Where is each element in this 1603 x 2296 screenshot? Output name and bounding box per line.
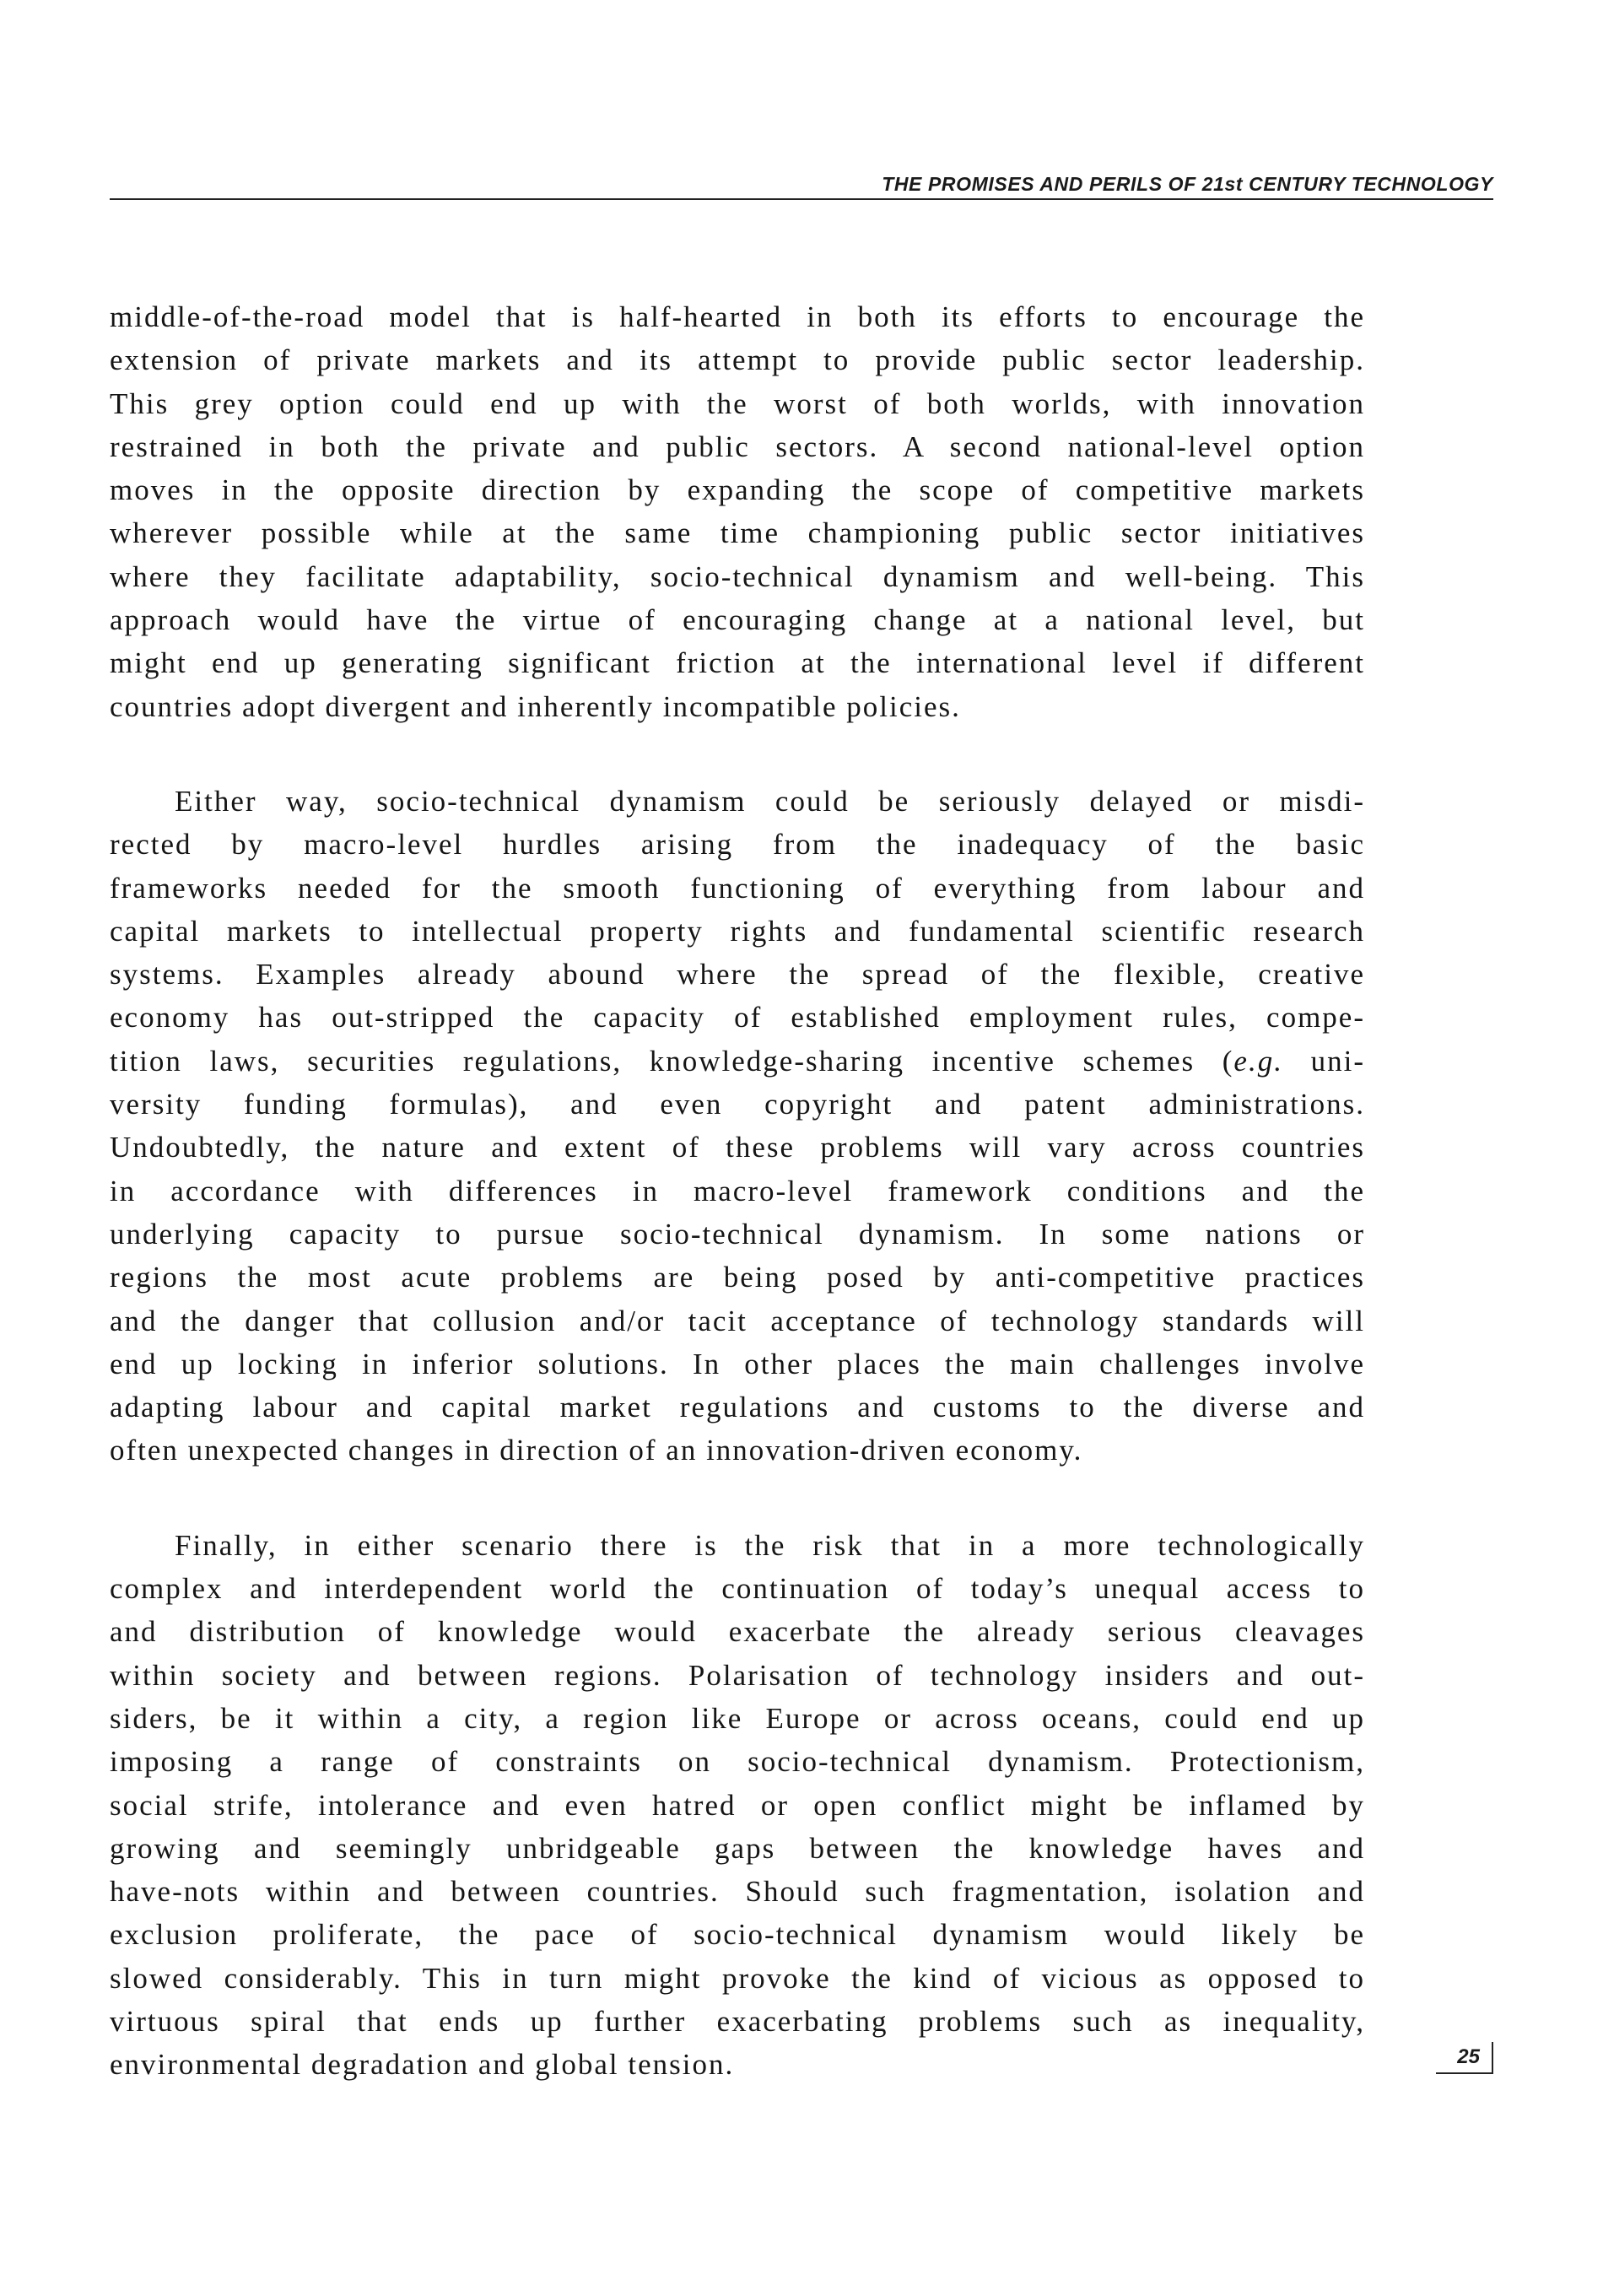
text-line: rected by macro-level hurdles arising from the inadequacy of the basic — [110, 828, 1365, 862]
text-line: regions the most acute problems are being posed by anti-competitive practices — [110, 1261, 1365, 1294]
text-line: adapting labour and capital market regulations and customs to the diverse and — [110, 1391, 1365, 1424]
text-line: restrained in both the private and public sectors. A second national-level option — [110, 429, 1365, 463]
text-line: wherever possible while at the same time championing public sector initiatives — [110, 516, 1365, 550]
text-line: versity funding formulas), and even copyright and patent administrations. — [110, 1088, 1365, 1121]
text-line: virtuous spiral that ends up further exacerbating problems such as inequality, — [110, 2004, 1365, 2038]
text-line: capital markets to intellectual property rights and fundamental scientific research — [110, 914, 1365, 948]
text-line: where they facilitate adaptability, socio-technical dynamism and well-being. This — [110, 559, 1365, 593]
text-line: environmental degradation and global tension. — [110, 2048, 735, 2082]
text-segment: uni- — [1282, 1044, 1365, 1078]
text-line: approach would have the virtue of encouraging change at a national level, but — [110, 603, 1365, 637]
text-line: Either way, socio-technical dynamism could be seriously delayed or misdi- — [175, 784, 1365, 818]
text-line: social strife, intolerance and even hatred or open conflict might be inflamed by — [110, 1788, 1365, 1822]
text-line: economy has out-stripped the capacity of established employment rules, compe- — [110, 1001, 1365, 1035]
text-line: moves in the opposite direction by expanding the scope of competitive markets — [110, 473, 1365, 507]
text-line: end up locking in inferior solutions. In other places the main challenges involve — [110, 1347, 1365, 1380]
text-line: complex and interdependent world the continuation of today’s unequal access to — [110, 1572, 1365, 1606]
text-line: This grey option could end up with the worst of both worlds, with innovation — [110, 386, 1365, 420]
text-segment: tition laws, securities regulations, knowledge-sharing incentive schemes ( — [110, 1044, 1234, 1078]
text-line: growing and seemingly unbridgeable gaps between the knowledge haves and — [110, 1831, 1365, 1865]
text-line: within society and between regions. Polarisation of technology insiders and out- — [110, 1658, 1365, 1692]
page-number: 25 — [1436, 2042, 1493, 2074]
text-line: systems. Examples already abound where the spread of the flexible, creative — [110, 958, 1365, 991]
text-line: might end up generating significant friction at the international level if different — [110, 646, 1365, 680]
text-line: countries adopt divergent and inherently incompatible policies. — [110, 689, 961, 723]
text-line: Undoubtedly, the nature and extent of these problems will vary across countries — [110, 1131, 1365, 1164]
text-line: exclusion proliferate, the pace of socio-technical dynamism would likely be — [110, 1918, 1365, 1952]
paragraph-3 — [110, 1524, 1365, 2087]
text-line: in accordance with differences in macro-level framework conditions and the — [110, 1174, 1365, 1207]
text-line: imposing a range of constraints on socio-technical dynamism. Protectionism, — [110, 1745, 1365, 1779]
text-line: middle-of-the-road model that is half-hearted in both its efforts to encourage the — [110, 300, 1365, 333]
text-line: frameworks needed for the smooth functioning of everything from labour and — [110, 871, 1365, 905]
text-line: often unexpected changes in direction of an innovation-driven economy. — [110, 1434, 1083, 1467]
paragraph-2 — [110, 780, 1365, 1472]
running-header-title: THE PROMISES AND PERILS OF 21st CENTURY TECHNOLOGY — [882, 173, 1493, 195]
text-line: and the danger that collusion and/or tacit acceptance of technology standards will — [110, 1304, 1365, 1337]
text-line: underlying capacity to pursue socio-technical dynamism. In some nations or — [110, 1217, 1365, 1251]
text-line: Finally, in either scenario there is the risk that in a more technologically — [175, 1528, 1365, 1562]
text-line: extension of private markets and its attempt to provide public sector leadership. — [110, 343, 1365, 377]
text-line: have-nots within and between countries. Should such fragmentation, isolation and — [110, 1875, 1365, 1909]
header-rule — [110, 198, 1493, 200]
paragraph-1 — [110, 295, 1365, 728]
text-line — [110, 1040, 1365, 1083]
text-line: slowed considerably. This in turn might provoke the kind of vicious as opposed to — [110, 1961, 1365, 1995]
italic-abbreviation: e.g. — [1233, 1044, 1283, 1078]
body-text — [110, 295, 1365, 2138]
text-line: siders, be it within a city, a region like Europe or across oceans, could end up — [110, 1701, 1365, 1735]
text-line: and distribution of knowledge would exacerbate the already serious cleavages — [110, 1615, 1365, 1649]
